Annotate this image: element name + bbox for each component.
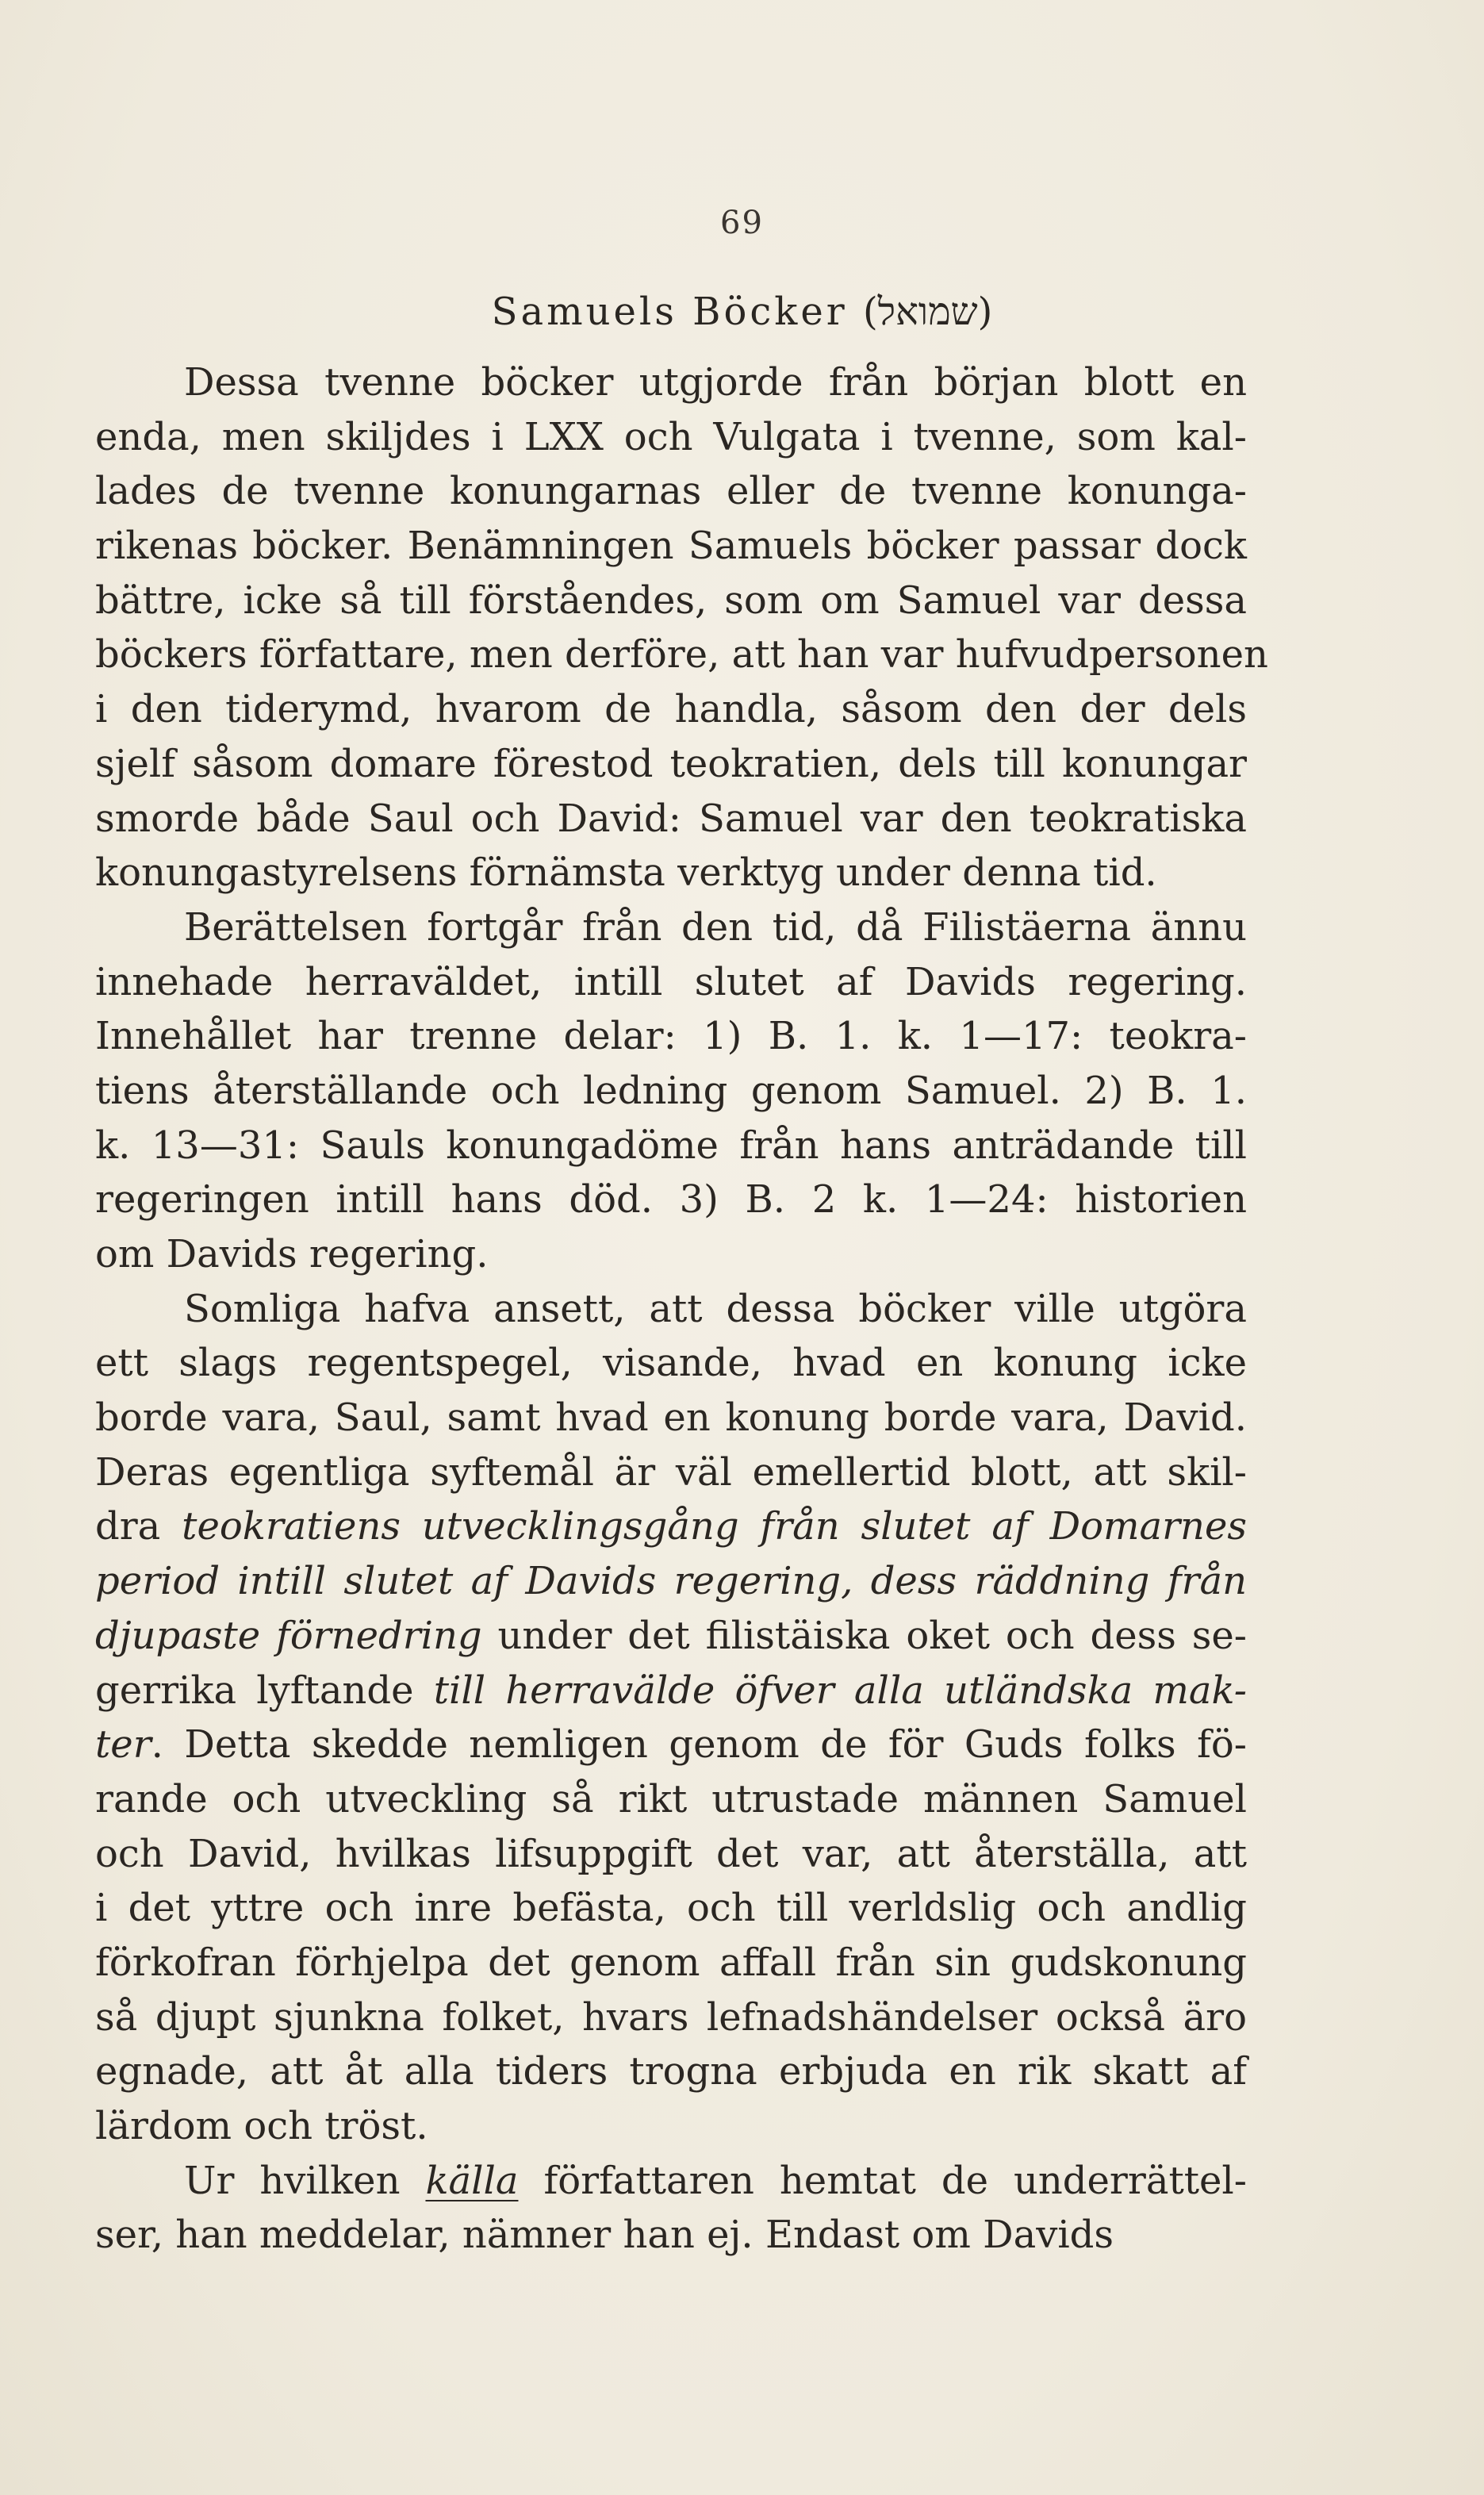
text-segment: sjelf såsom domare förestod teokratien, dels till konungar <box>95 741 1247 786</box>
page-number: 69 <box>720 205 764 241</box>
text-line <box>95 1554 1247 1609</box>
text-line <box>95 682 1247 737</box>
text-line <box>95 464 1247 519</box>
text-segment: smorde både Saul och David: Samuel var den teokratiska <box>95 796 1247 841</box>
text-segment: rikenas böcker. Benämningen Samuels böcker passar dock <box>95 524 1247 569</box>
text-line <box>95 792 1247 846</box>
text-segment: så djupt sjunkna folket, hvars lefnadshändelser också äro <box>95 1994 1247 2040</box>
text-line <box>95 955 1247 1010</box>
text-line <box>95 1119 1247 1173</box>
text-segment: Deras egentliga syftemål är väl emellertid blott, att skil- <box>95 1449 1247 1495</box>
text-line <box>95 1499 1247 1554</box>
text-line <box>95 1990 1247 2045</box>
text-line <box>95 1881 1247 1936</box>
text-segment: lades de tvenne konungarnas eller de tvenne konunga- <box>95 469 1247 514</box>
text-segment: egnade, att åt alla tiders trogna erbjuda en rik skatt af <box>95 2049 1247 2094</box>
text-segment: ser, han meddelar, nämner han ej. Endast om Davids <box>95 2213 1114 2258</box>
italic-emphasis: ter <box>95 1722 151 1768</box>
text-segment: rande och utveckling så rikt utrustade männen Samuel <box>95 1776 1247 1821</box>
text-line <box>95 574 1247 628</box>
text-segment: ett slags regentspegel, visande, hvad en konung icke <box>95 1341 1247 1386</box>
text-segment: tiens återställande och ledning genom Samuel. 2) B. 1. <box>95 1068 1247 1113</box>
italic-emphasis: till herravälde öfver alla utländska mak- <box>433 1668 1247 1713</box>
text-line <box>95 355 1247 410</box>
italic-emphasis <box>425 2159 518 2203</box>
text-line <box>95 410 1247 465</box>
text-line <box>95 737 1247 792</box>
text-line <box>95 1664 1247 1718</box>
text-segment: och David, hvilkas lifsuppgift det var, att återställa, att <box>95 1831 1247 1876</box>
text-line <box>95 1227 1247 1282</box>
text-segment: om Davids regering. <box>95 1232 489 1276</box>
text-segment: konungastyrelsens förnämsta verktyg under denna tid. <box>95 850 1157 896</box>
text-segment: i den tiderymd, hvarom de handla, såsom den der dels <box>95 687 1247 732</box>
text-line <box>95 2099 1247 2154</box>
text-segment: k. 13—31: Sauls konungadöme från hans anträdande till <box>95 1123 1247 1168</box>
text-line <box>95 1009 1247 1064</box>
text-segment: enda, men skiljdes i LXX och Vulgata i tvenne, som kal- <box>95 414 1247 459</box>
text-line <box>95 900 1247 955</box>
text-line <box>95 1336 1247 1391</box>
text-line <box>95 846 1247 900</box>
text-segment: . Detta skedde nemligen genom de för Guds folks fö- <box>151 1722 1247 1768</box>
italic-emphasis: djupaste förnedring <box>95 1613 482 1658</box>
text-segment: gerrika lyftande <box>95 1668 434 1713</box>
text-segment: i det yttre och inre befästa, och till verldslig och andlig <box>95 1886 1247 1931</box>
text-line <box>95 1827 1247 1882</box>
text-segment: författaren hemtat de underrättel- <box>518 2158 1247 2203</box>
text-segment: regeringen intill hans död. 3) B. 2 k. 1—24: historien <box>95 1177 1247 1223</box>
italic-emphasis: teokratiens utvecklingsgång från slutet af Domarnes <box>182 1504 1247 1549</box>
text-line <box>95 2044 1247 2099</box>
text-segment: Innehållet har trenne delar: 1) B. 1. k. 1—17: teokra- <box>95 1014 1247 1059</box>
text-line <box>95 1772 1247 1827</box>
text-line <box>95 1391 1247 1445</box>
text-line <box>95 1282 1247 1337</box>
text-line <box>95 1064 1247 1119</box>
text-segment: borde vara, Saul, samt hvad en konung borde vara, David. <box>95 1395 1247 1441</box>
text-segment: Berättelsen fortgår från den tid, då Filistäerna ännu <box>184 904 1247 950</box>
text-line <box>95 2154 1247 2209</box>
text-segment: dra <box>95 1504 182 1549</box>
text-line <box>95 1936 1247 1990</box>
text-line <box>95 1718 1247 1772</box>
italic-emphasis: period intill slutet af Davids regering, dess räddning från <box>95 1559 1247 1604</box>
text-segment: Dessa tvenne böcker utgjorde från början blott en <box>184 360 1247 405</box>
chapter-heading <box>0 290 1484 334</box>
text-segment: innehade herraväldet, intill slutet af Davids regering. <box>95 959 1247 1004</box>
heading-hebrew: שמואל <box>877 290 978 334</box>
text-line <box>95 519 1247 574</box>
text-line <box>95 1173 1247 1227</box>
body-text <box>95 355 1268 2263</box>
text-segment: Ur hvilken <box>184 2158 426 2203</box>
text-segment: förkofran förhjelpa det genom affall från sin gudskonung <box>95 1940 1247 1985</box>
heading-hebrew-paren: (שמואל) <box>862 290 993 334</box>
underlined-word: källa <box>425 2158 519 2203</box>
text-segment: lärdom och tröst. <box>95 2104 428 2148</box>
text-line <box>95 628 1268 682</box>
heading-title: Samuels Böcker <box>491 290 848 334</box>
text-line <box>95 1445 1247 1500</box>
text-segment: Somliga hafva ansett, att dessa böcker ville utgöra <box>184 1286 1247 1331</box>
text-line <box>95 2208 1247 2263</box>
text-line <box>95 1609 1247 1664</box>
text-segment: under det filistäiska oket och dess se- <box>481 1613 1248 1658</box>
text-segment: böckers författare, men derföre, att han var hufvudpersonen <box>95 632 1268 677</box>
text-segment: bättre, icke så till förståendes, som om Samuel var dessa <box>95 578 1247 623</box>
